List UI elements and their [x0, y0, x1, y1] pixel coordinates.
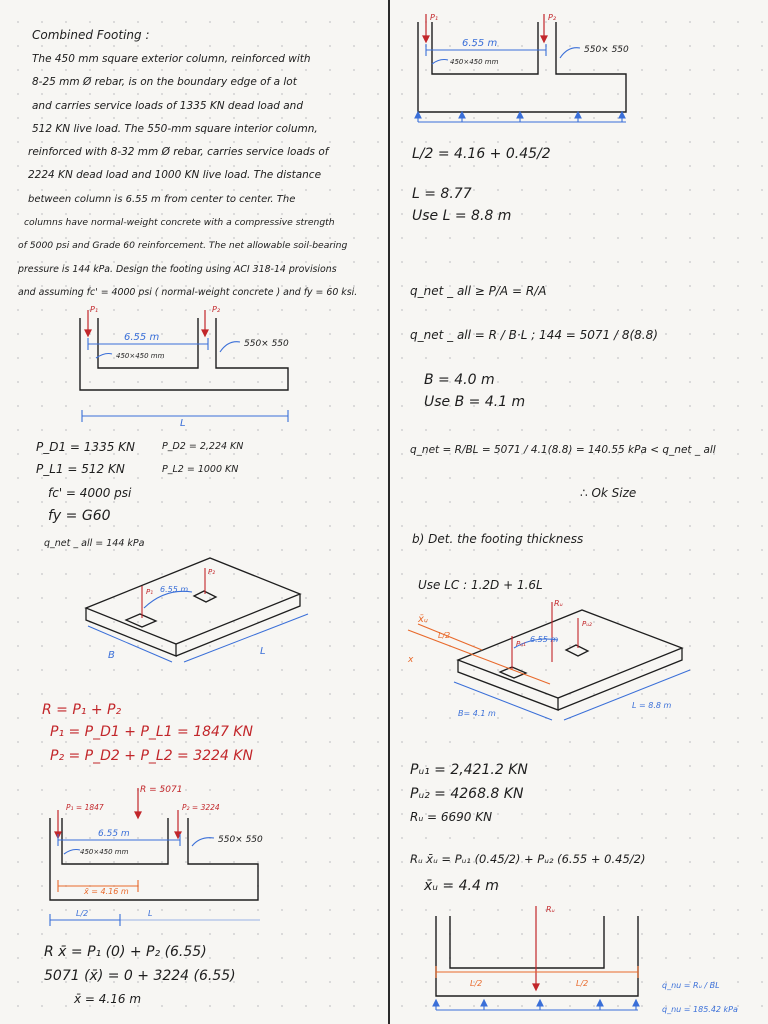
footing-elevation-figure	[60, 300, 310, 435]
col1-rt: 450×450 mm	[450, 58, 499, 66]
p1-label: P₁	[90, 305, 99, 314]
problem-line: and carries service loads of 1335 KN dead load and	[32, 99, 304, 112]
l2-left: L/2	[470, 979, 483, 988]
p1-eq: P₁ = P_D1 + P_L1 = 1847 KN	[50, 724, 253, 740]
xu-result: x̄ᵤ = 4.4 m	[424, 878, 499, 894]
ru-fig6: Rᵤ	[546, 905, 555, 914]
xu-moment-eq: Rᵤ x̄ᵤ = Pᵤ₁ (0.45/2) + Pᵤ₂ (6.55 + 0.45/2)	[410, 852, 646, 866]
l-iso: L	[260, 646, 266, 657]
page-title: Combined Footing :	[32, 28, 150, 42]
problem-line: reinforced with 8-32 mm Ø rebar, carries service loads of	[28, 146, 329, 159]
width-use: Use B = 4.1 m	[424, 394, 526, 410]
problem-line: The 450 mm square exterior column, reinforced with	[32, 53, 311, 65]
fy: fy = G60	[48, 508, 111, 524]
qnu-formula: q_nu = Rᵤ / BL	[662, 981, 720, 990]
footing-pressure-figure	[410, 8, 660, 133]
col2-rt: 550× 550	[584, 45, 629, 55]
p2-val: P₂ = 3224	[182, 803, 220, 812]
l2-right: L/2	[576, 979, 589, 988]
col1-size: 450×450 mm	[116, 352, 165, 360]
l2-orange: L/2	[438, 631, 451, 640]
problem-line: of 5000 psi and Grade 60 reinforcement. The net allowable soil-bearing	[18, 240, 348, 252]
problem-line: 512 KN live load. The 550-mm square interior column,	[32, 122, 318, 135]
xbar-label: x̄ = 4.16 m	[84, 887, 129, 896]
problem-line: between column is 6.55 m from center to center. The	[28, 193, 296, 205]
ru-value: Rᵤ = 6690 KN	[410, 810, 493, 824]
resultant-eq: R = P₁ + P₂	[42, 702, 122, 718]
qnet-all: q_net _ all = 144 kPa	[44, 538, 145, 549]
xbar-result: x̄ = 4.16 m	[74, 992, 142, 1006]
spacing-r: 6.55 m	[98, 829, 130, 839]
p2-iso: P₂	[208, 568, 216, 576]
part-b-title: b) Det. the footing thickness	[412, 532, 584, 546]
p2-eq: P₂ = P_D2 + P_L2 = 3224 KN	[50, 748, 253, 764]
load-combination: Use LC : 1.2D + 1.6L	[418, 578, 543, 592]
resultant-figure	[40, 782, 280, 942]
l-label-r: L	[148, 909, 153, 918]
spacing-fig: 6.55 m	[530, 635, 559, 644]
p1-iso: P₁	[146, 588, 154, 596]
pd1: P_D1 = 1335 KN	[36, 440, 135, 454]
problem-statement	[18, 48, 380, 304]
l88-label: L = 8.8 m	[632, 701, 672, 710]
p2-label: P₂	[212, 305, 221, 314]
length-eq: L/2 = 4.16 + 0.45/2	[412, 146, 551, 162]
factored-pressure-figure	[430, 900, 765, 1020]
spacing-rt: 6.55 m	[462, 38, 498, 49]
length-use: Use L = 8.8 m	[412, 208, 512, 224]
b41-label: B= 4.1 m	[458, 709, 496, 718]
footing-isometric-figure	[80, 558, 320, 668]
problem-line: and assuming fc' = 4000 psi ( normal-weight concrete ) and fy = 60 ksi.	[18, 286, 358, 298]
moment-eq1: R x̄ = P₁ (0) + P₂ (6.55)	[44, 944, 207, 960]
x-label: x	[408, 655, 414, 665]
col2-r: 550× 550	[218, 835, 263, 845]
pu2-fig: Pᵤ₂	[582, 620, 592, 628]
problem-line: columns have normal-weight concrete with a compressive strength	[24, 217, 335, 229]
qnu-value: q_nu = 185.42 kPa	[662, 1005, 738, 1014]
width-ineq: q_net _ all ≥ P/A = R/A	[410, 284, 547, 298]
pu2-value: Pᵤ₂ = 4268.8 KN	[410, 786, 524, 802]
col1-r: 450×450 mm	[80, 848, 129, 856]
p2-rt: P₂	[548, 13, 557, 22]
width-result: B = 4.0 m	[424, 372, 495, 388]
l2-label: L/2	[76, 909, 89, 918]
ok-size: ∴ Ok Size	[580, 486, 637, 500]
column-divider	[388, 0, 390, 1024]
spacing-dim: 6.55 m	[124, 332, 160, 343]
length-result: L = 8.77	[412, 186, 472, 202]
moment-eq2: 5071 (x̄) = 0 + 3224 (6.55)	[44, 968, 236, 984]
pu1-fig: Pᵤ₁	[516, 640, 526, 648]
r-label: R = 5071	[140, 785, 183, 795]
pd2: P_D2 = 2,224 KN	[162, 441, 244, 452]
width-eq: q_net _ all = R / B·L ; 144 = 5071 / 8(8.8)	[410, 328, 658, 342]
fc: fc' = 4000 psi	[48, 486, 132, 500]
p1-rt: P₁	[430, 13, 439, 22]
problem-line: pressure is 144 kPa. Design the footing using ACI 318-14 provisions	[18, 263, 337, 275]
col2-size: 550× 550	[244, 339, 289, 349]
spacing-iso: 6.55 m	[160, 585, 189, 594]
pl1: P_L1 = 512 KN	[36, 462, 125, 476]
problem-line: 2224 KN dead load and 1000 KN live load. The distance	[28, 169, 322, 182]
pl2: P_L2 = 1000 KN	[162, 464, 239, 475]
p1-val: P₁ = 1847	[66, 803, 104, 812]
xu-label: x̄ᵤ	[418, 614, 428, 625]
b-iso: B	[108, 650, 115, 661]
pu1-value: Pᵤ₁ = 2,421.2 KN	[410, 762, 528, 778]
ru-label: Rᵤ	[554, 599, 563, 608]
length-dim: L	[180, 418, 186, 429]
problem-line: 8-25 mm Ø rebar, is on the boundary edge of a lot	[32, 76, 297, 89]
factored-load-figure	[402, 596, 702, 726]
qnet-check: q_net = R/BL = 5071 / 4.1(8.8) = 140.55 kPa < q_net _ all	[410, 444, 716, 456]
